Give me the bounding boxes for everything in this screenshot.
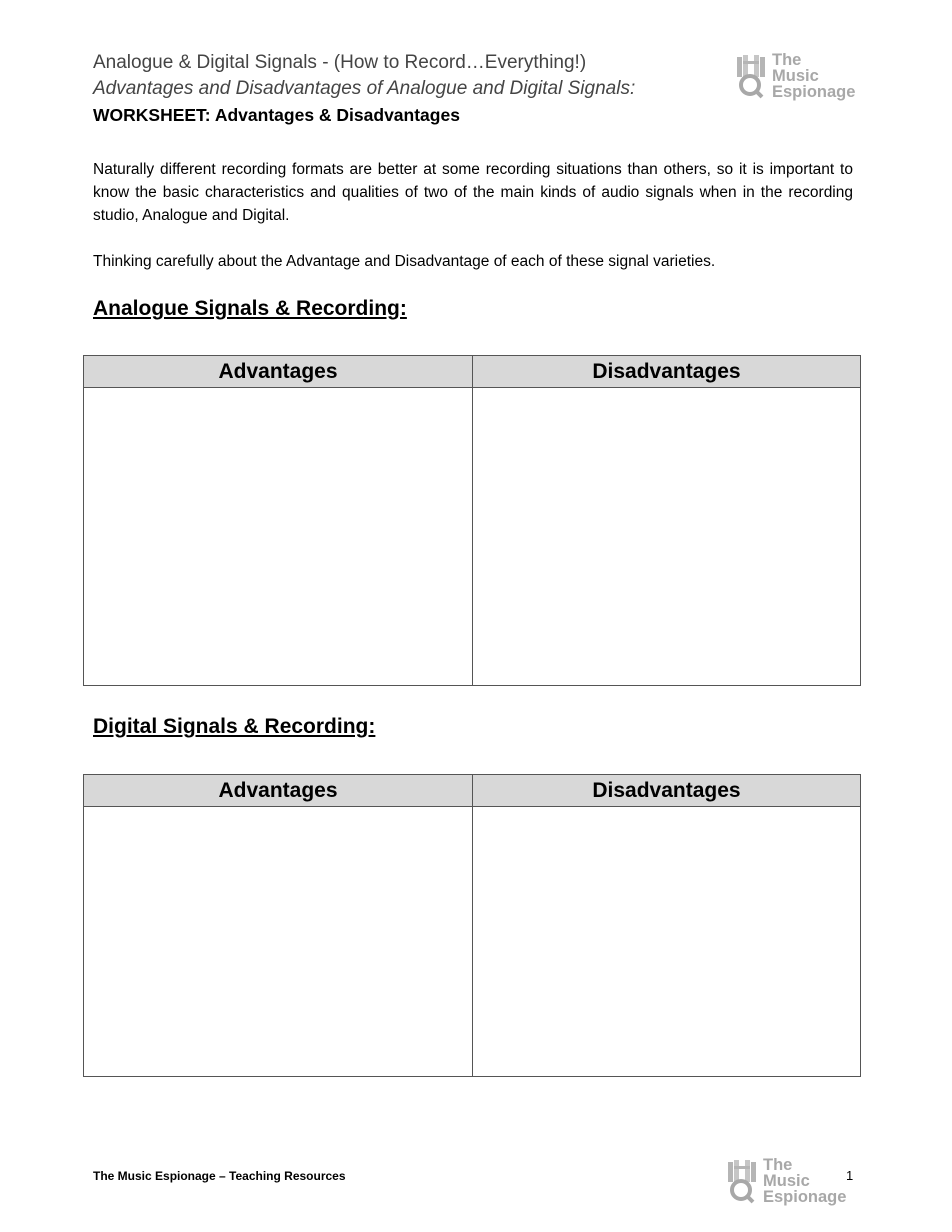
footer-logo-line-3: Espionage (763, 1188, 847, 1206)
document-subtitle: Advantages and Disadvantages of Analogue and Digital Signals: (93, 78, 636, 99)
document-header (93, 50, 635, 128)
logo-line-3: Espionage (772, 83, 856, 101)
instruction-paragraph: Thinking carefully about the Advantage and Disadvantage of each of these signal varieties. (93, 253, 716, 270)
digital-disadvantages-cell[interactable] (473, 807, 860, 1076)
intro-paragraph: Naturally different recording formats are better at some recording situations than others, so it is important to know the basic characteristics and qualities of two of the main kinds of audio signals when in the recording studio, Analogue and Digital. (93, 161, 853, 224)
headphones-logo-icon (736, 53, 766, 99)
footer-logo-line-1: The (763, 1156, 793, 1174)
analogue-section-heading: Analogue Signals & Recording: (93, 297, 407, 320)
digital-table (83, 774, 861, 1077)
digital-section-heading: Digital Signals & Recording: (93, 715, 376, 738)
logo-text (772, 52, 855, 100)
analogue-table (83, 355, 861, 686)
analogue-disadvantages-header: Disadvantages (473, 356, 860, 388)
music-espionage-logo (736, 52, 855, 100)
footer-logo (727, 1157, 846, 1205)
footer-headphones-logo-icon (727, 1158, 757, 1204)
footer-logo-line-2: Music (763, 1172, 810, 1190)
digital-advantages-cell[interactable] (84, 807, 473, 1076)
analogue-disadvantages-cell[interactable] (473, 388, 860, 685)
analogue-advantages-cell[interactable] (84, 388, 473, 685)
digital-advantages-header: Advantages (84, 775, 473, 807)
document-title: Analogue & Digital Signals - (How to Record…Everything!) (93, 52, 587, 73)
logo-line-2: Music (772, 67, 819, 85)
analogue-advantages-header: Advantages (84, 356, 473, 388)
page-number: 1 (846, 1168, 854, 1183)
footer-logo-text (763, 1157, 846, 1205)
footer-text: The Music Espionage – Teaching Resources (93, 1169, 346, 1183)
logo-line-1: The (772, 51, 802, 69)
digital-disadvantages-header: Disadvantages (473, 775, 860, 807)
worksheet-title: WORKSHEET: Advantages & Disadvantages (93, 105, 460, 125)
